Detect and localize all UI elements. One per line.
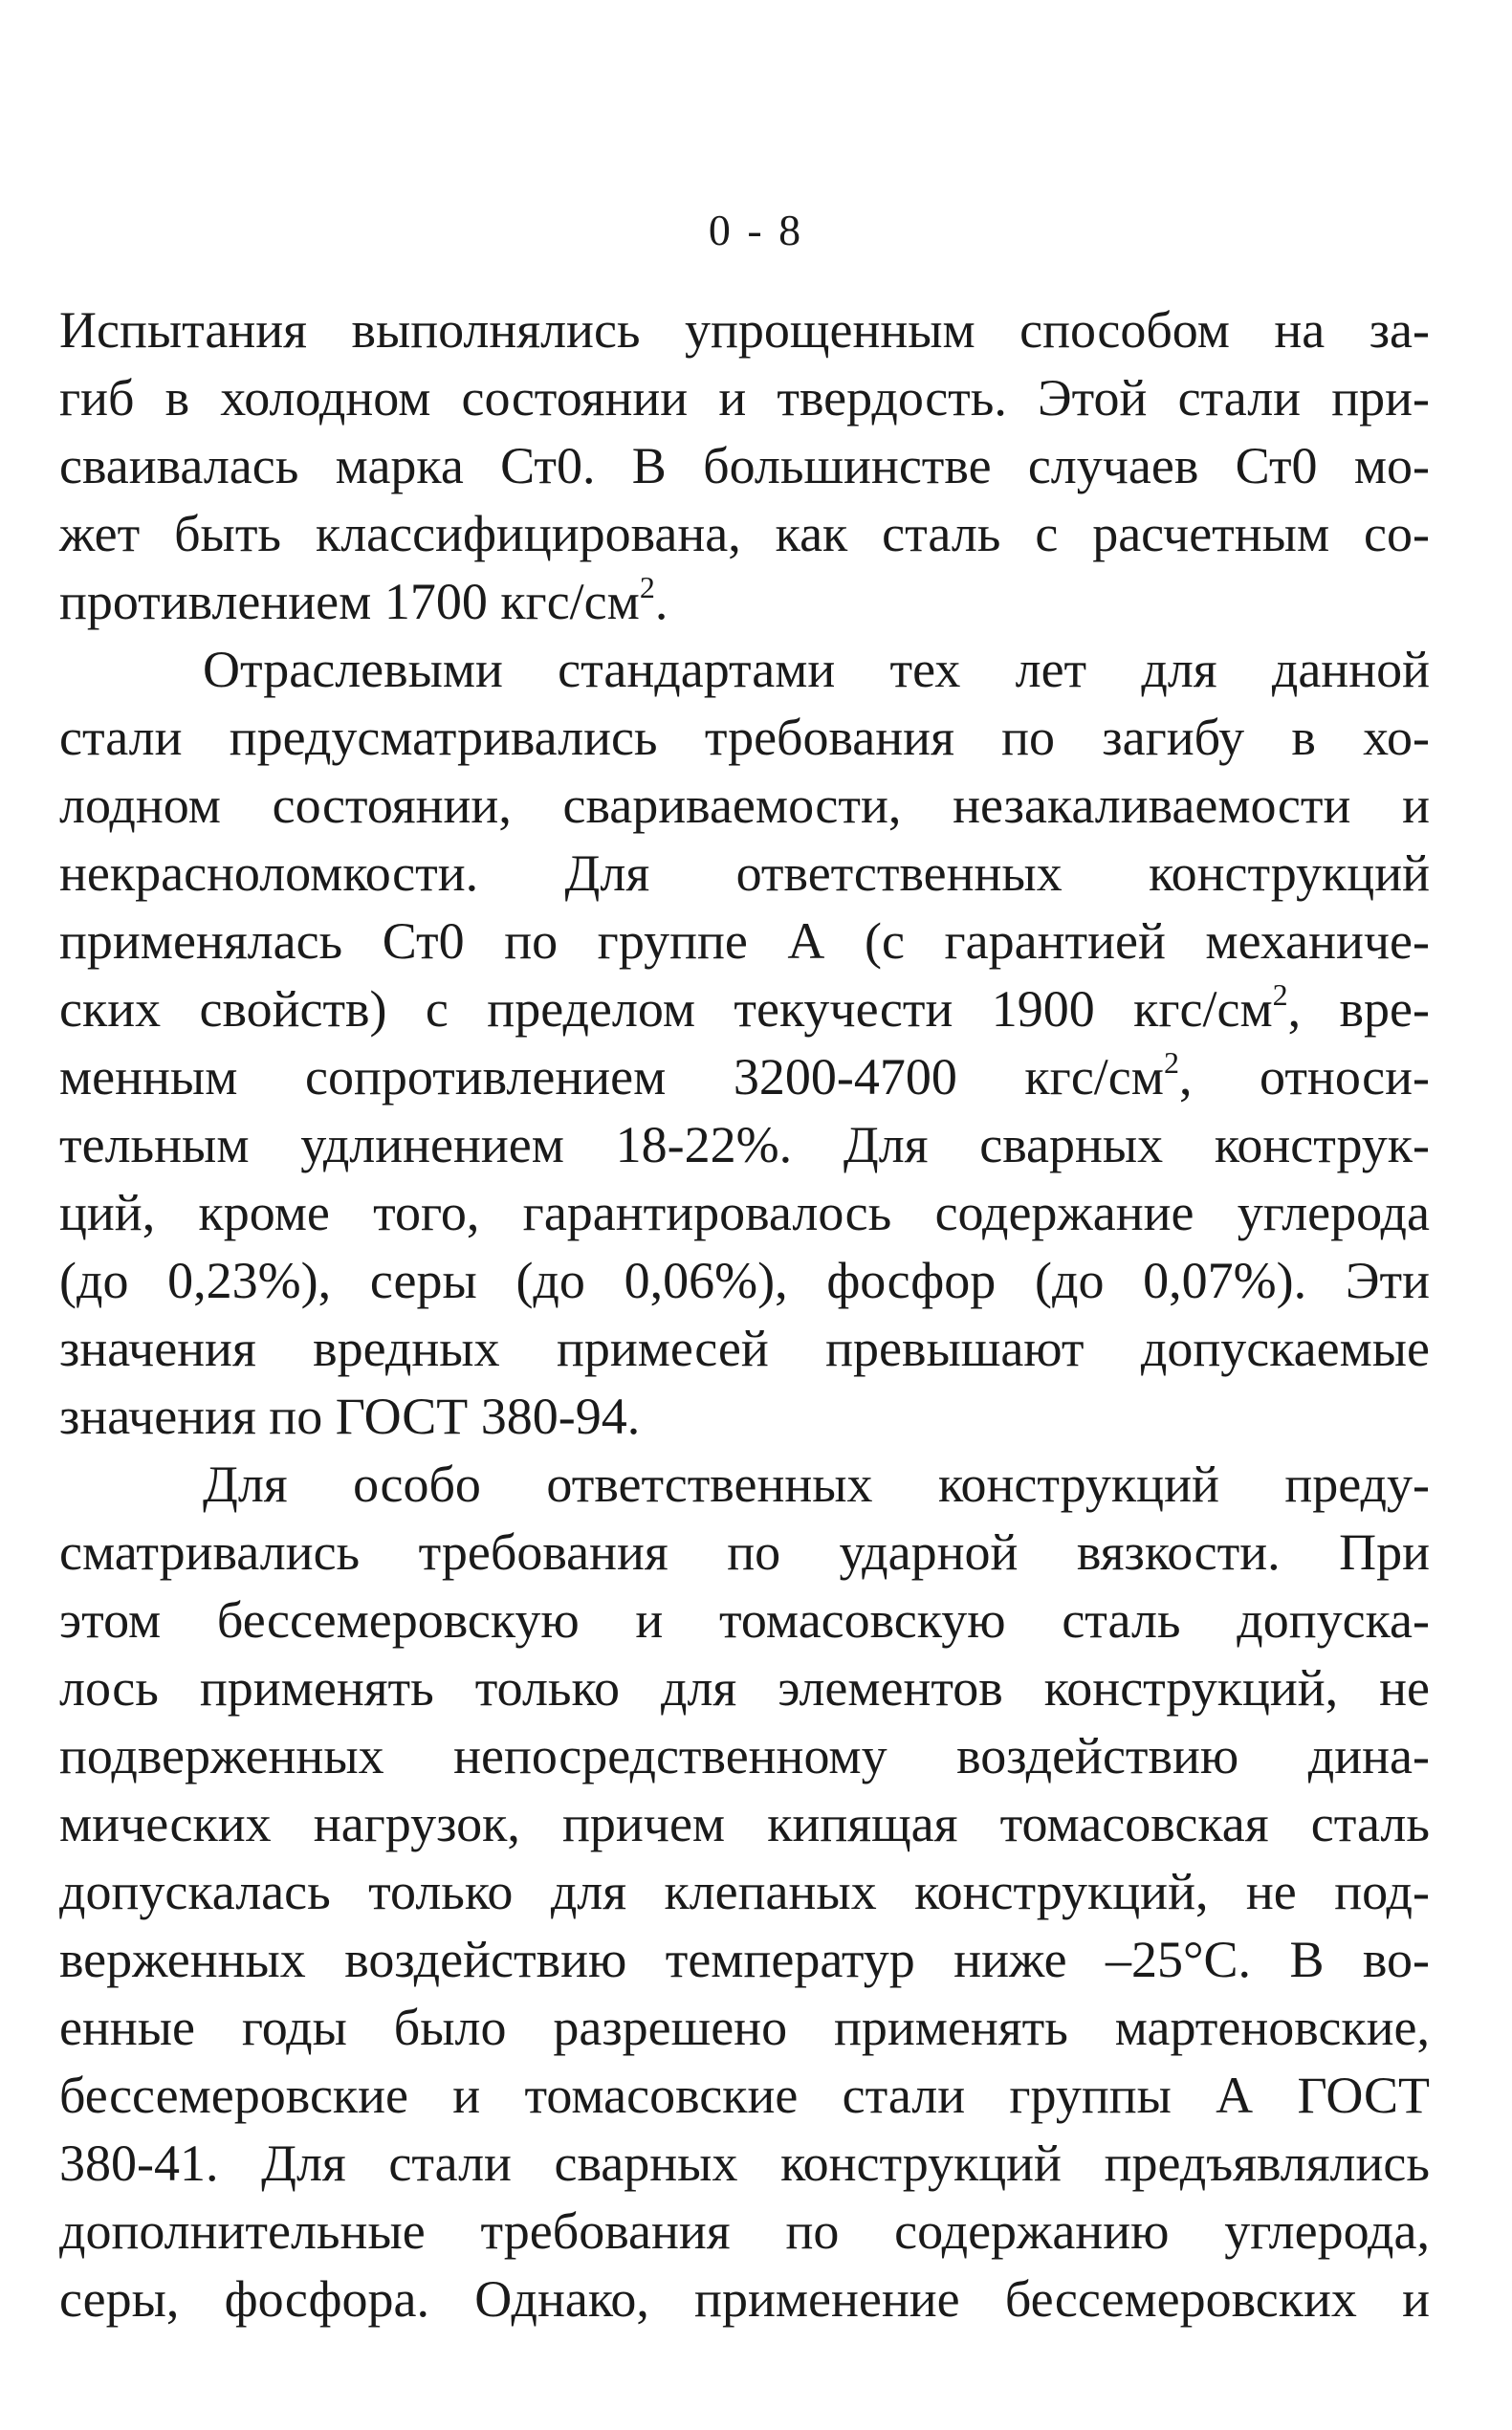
text-line: лось применять только для элементов конструкций, не xyxy=(59,1659,1430,1717)
paragraph-2 xyxy=(59,636,1430,1451)
paragraph-3 xyxy=(59,1451,1430,2333)
text-line: Для особо ответственных конструкций преду- xyxy=(203,1456,1430,1513)
text-fragment: ских свойств) с пределом текучести 1900 кгс/см xyxy=(59,980,1273,1038)
text-line: ций, кроме того, гарантировалось содержание углерода xyxy=(59,1184,1430,1241)
text-line: стали предусматривались требования по загибу в хо- xyxy=(59,709,1430,766)
text-line: этом бессемеровскую и томасовскую сталь допуска- xyxy=(59,1591,1430,1649)
text-line: некрасноломкости. Для ответственных конструкций xyxy=(59,844,1430,902)
text-line: сваивалась марка Ст0. В большинстве случаев Ст0 мо- xyxy=(59,437,1430,494)
text-fragment: противлением 1700 кгс/см xyxy=(59,573,640,630)
text-line: применялась Ст0 по группе А (с гарантией механиче- xyxy=(59,912,1430,970)
paragraph-1 xyxy=(59,296,1430,636)
text-line: жет быть классифицирована, как сталь с расчетным со- xyxy=(59,505,1430,562)
text-line: дополнительные требования по содержанию углерода, xyxy=(59,2202,1430,2260)
text-line: тельным удлинением 18-22%. Для сварных конструк- xyxy=(59,1116,1430,1173)
text-fragment: менным сопротивлением 3200-4700 кгс/см xyxy=(59,1048,1164,1106)
text-line xyxy=(59,1043,1430,1111)
text-fragment: , вре- xyxy=(1287,980,1431,1038)
text-line: гиб в холодном состоянии и твердость. Этой стали при- xyxy=(59,369,1430,427)
text-line: значения по ГОСТ 380-94. xyxy=(59,1388,641,1445)
text-line: Испытания выполнялись упрощенным способом на за- xyxy=(59,301,1430,359)
text-line xyxy=(59,975,1430,1043)
text-line: енные годы было разрешено применять мартеновские, xyxy=(59,1999,1430,2056)
superscript: 2 xyxy=(639,570,655,604)
body-text xyxy=(59,296,1430,2333)
text-line: подверженных непосредственному воздействию дина- xyxy=(59,1727,1430,1784)
text-fragment: , относи- xyxy=(1178,1048,1431,1106)
text-line: (до 0,23%), серы (до 0,06%), фосфор (до 0,07%). Эти xyxy=(59,1252,1430,1309)
text-line xyxy=(59,568,1430,636)
text-line: значения вредных примесей превышают допускаемые xyxy=(59,1320,1430,1377)
superscript: 2 xyxy=(1163,1045,1179,1080)
text-line: мических нагрузок, причем кипящая томасовская сталь xyxy=(59,1795,1430,1852)
text-line: сматривались требования по ударной вязкости. При xyxy=(59,1523,1430,1581)
text-line: 380-41. Для стали сварных конструкций предъявлялись xyxy=(59,2134,1430,2192)
text-line: верженных воздействию температур ниже –25°С. В во- xyxy=(59,1931,1430,1988)
text-line: лодном состоянии, свариваемости, незакаливаемости и xyxy=(59,777,1430,834)
page-number: 0 - 8 xyxy=(708,206,804,254)
text-line: бессемеровские и томасовские стали группы А ГОСТ xyxy=(59,2067,1430,2124)
text-line: серы, фосфора. Однако, применение бессемеровских и xyxy=(59,2270,1430,2328)
superscript: 2 xyxy=(1272,977,1288,1012)
text-fragment: . xyxy=(654,573,668,630)
text-line: допускалась только для клепаных конструкций, не под- xyxy=(59,1863,1430,1920)
text-line: Отраслевыми стандартами тех лет для данной xyxy=(203,641,1430,698)
